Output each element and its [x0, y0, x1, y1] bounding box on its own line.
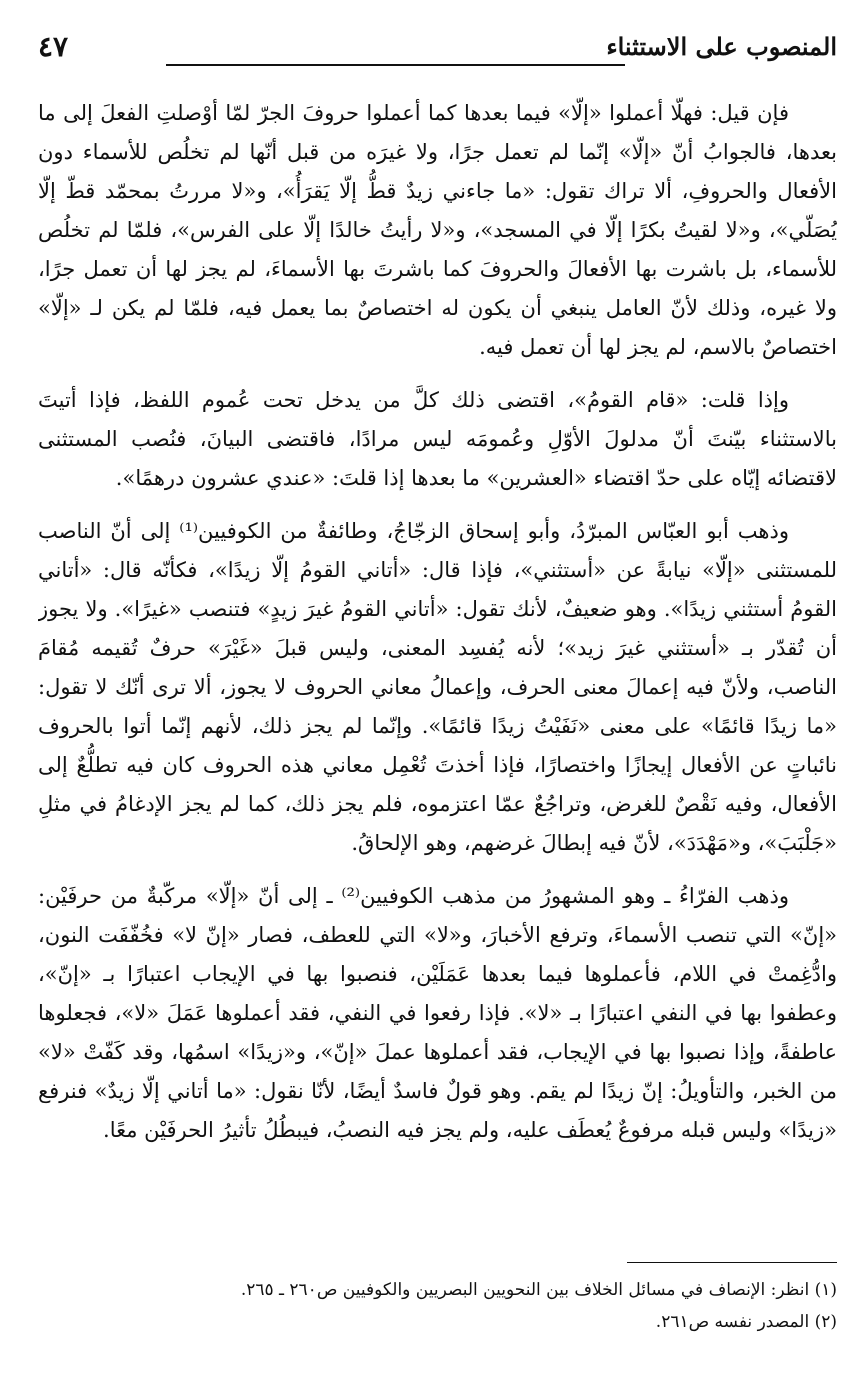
footnote-1: (١) انظر: الإنصاف في مسائل الخلاف بين النحويين البصريين والكوفيين ص٢٦٠ ـ ٢٦٥.: [240, 1280, 837, 1300]
paragraph-3: وذهب أبو العبّاس المبرّدُ، وأبو إسحاق الزجّاجُ، وطائفةٌ من الكوفيين⁽¹⁾ إلى أنّ الناصب للمستثنى «إلّا» نيابةً عن «أستثني»، فإذا قال: «أتاني القومُ إلّا زيدًا»، فكأنّه قال: «أتاني القومُ أستثني زيدًا». وهو ضعيفٌ، لأنك تقول: «أتاني القومُ غيرَ زيدٍ» فتنصب «غيرًا». ولا يجوز أن تُقدّر بـ «أستثني غيرَ زيد»؛ لأنه يُفسِد المعنى، وليس قبلَ «غَيْرَ» حرفٌ تُقيمه مُقامَ الناصب، ولأنّ فيه إعمالَ معنى الحرف، وإعمالُ معاني الحروف لا يجوز، ألا ترى أنّك لا تقول: «ما زيدًا قائمًا» على معنى «نَفَيْتُ زيدًا قائمًا». وإنّما لم يجز ذلك، لأنهم إنّما أتوا بالحروف نائباتٍ عن الأفعال إيجازًا واختصارًا، فإذا أخذتَ تُعْمِل معاني هذه الحروف كان فيه تطلُّعٌ إلى الأفعال، وفيه نَقْصٌ للغرض، وتراجُعٌ عمّا اعتزموه، فلم يجز ذلك، كما لم يجز الإدغامُ في مثلِ «جَلْبَبَ»، و«مَهْدَدَ»، لأنّ فيه إبطالَ غرضهم، وهو الإلحاقُ.: [38, 519, 837, 855]
running-title: المنصوب على الاستثناء: [606, 32, 837, 61]
paragraph-4: وذهب الفرّاءُ ـ وهو المشهورُ من مذهب الكوفيين⁽²⁾ ـ إلى أنّ «إلّا» مركّبةٌ من حرفَيْن: «إنّ» التي تنصب الأسماءَ، وترفع الأخبارَ، و«لا» التي للعطف، فصار «إنّ لا» فخُفّفَت النون، وادُّغِمتْ في اللام، فأعملوها فيما بعدها عَمَلَيْن، فنصبوا بها في الإيجاب اعتبارًا بـ «إنّ»، وعطفوا بها في النفي اعتبارًا بـ «لا». فإذا رفعوا في النفي، فقد أعملوها عَمَلَ «لا»، فجعلوها عاطفةً، وإذا نصبوا بها في الإيجاب، فقد أعملوها عملَ «إنّ»، و«زيدًا» اسمُها، وقد كَفّتْ «لا» من الخبر، والتأويلُ: إنّ زيدًا لم يقم. وهو قولٌ فاسدٌ أيضًا، لأنّا نقول: «ما أتاني إلّا زيدٌ» فنرفع «زيدًا» وليس قبله مرفوعٌ يُعطَف عليه، ولم يجز فيه النصبُ، فيبطُلُ تأثيرُ الحرفَيْن معًا.: [38, 884, 837, 1142]
paragraph-1: فإن قيل: فهلّا أعملوا «إلّا» فيما بعدها كما أعملوا حروفَ الجرّ لمّا أوْصلتِ الفعلَ إلى ما بعدها، فالجوابُ أنّ «إلّا» إنّما لم تعمل جرًا، ولا غيرَه من قبل أنّها لم تخلُص للأسماء دون الأفعال والحروفِ، ألا تراك تقول: «ما جاءني زيدٌ قطُّ إلّا يَقرَأُ»، و«لا مررتُ بمحمّد قطّ إلّا يُصَلّي»، و«لا لقيتُ بكرًا إلّا في المسجد»، و«لا رأيتُ خالدًا إلّا على الفرس»، فلمّا لم تخلُص للأسماء، بل باشرت بها الأفعالَ والحروفَ كما باشرتَ بها الأسماءَ، لم يجز لها أن تعمل جرًا، ولا غيره، وذلك لأنّ العامل ينبغي أن يكون له اختصاصٌ بما يعمل فيه، فلمّا لم يكن لـ «إلّا» اختصاصٌ بالاسم، لم يجز لها أن تعمل فيه.: [38, 101, 837, 359]
header-rule: [166, 64, 625, 66]
footnotes: [38, 1274, 837, 1338]
body-text: [38, 94, 837, 1244]
paragraph-2: وإذا قلت: «قام القومُ»، اقتضى ذلك كلَّ من يدخل تحت عُموم اللفظ، فإذا أتيتَ بالاستثناء بيّنتَ أنّ مدلولَ الأوّلِ وعُمومَه ليس مرادًا، فاقتضى البيانَ، فنُصب المستثنى لاقتضائه إيّاه على حدّ اقتضاء «العشرين» ما بعدها إذا قلتَ: «عندي عشرون درهمًا».: [38, 388, 837, 490]
footnote-separator: [627, 1262, 837, 1263]
footnote-2: (٢) المصدر نفسه ص٢٦١.: [655, 1312, 837, 1332]
page-number: ٤٧: [38, 30, 69, 63]
page-header: [38, 24, 837, 76]
